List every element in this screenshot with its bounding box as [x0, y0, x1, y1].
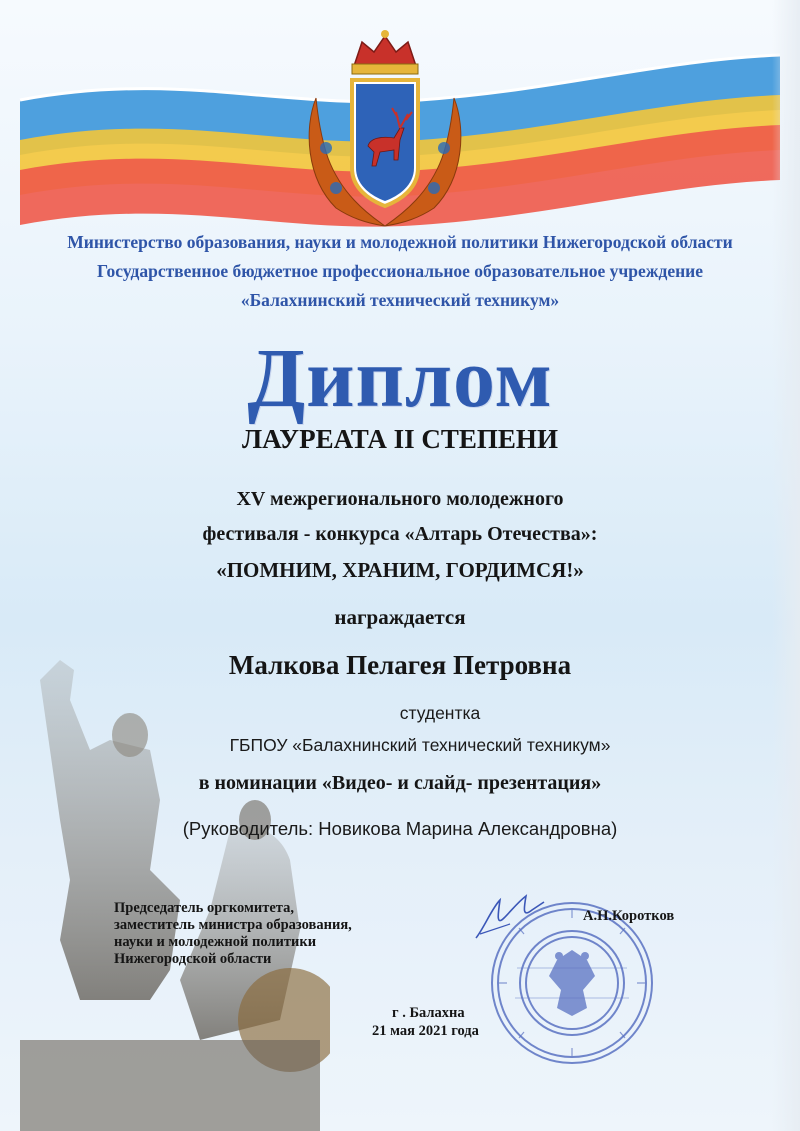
laureate-degree: ЛАУРЕАТА II СТЕПЕНИ: [242, 424, 558, 454]
institution-name-line: «Балахнинский технический техникум»: [240, 290, 560, 310]
nomination: в номинации «Видео- и слайд- презентация»: [198, 772, 602, 794]
institution-type-line: Государственное бюджетное профессиональное образовательное учреждение: [96, 261, 704, 281]
recipient-role: студентка: [399, 703, 481, 723]
event-line-1: XV межрегионального молодежного: [236, 488, 564, 510]
issue-date: 21 мая 2021 года: [372, 1023, 479, 1039]
ministry-line: Министерство образования, науки и молодежной политики Нижегородской области: [67, 232, 733, 252]
diploma-title: Диплом: [247, 332, 553, 425]
signatory-title: [114, 900, 404, 968]
coat-of-arms-icon: [296, 28, 474, 233]
event-line-2: фестиваля - конкурса «Алтарь Отечества»:: [202, 523, 598, 545]
recipient-name: Малкова Пелагея Петровна: [228, 650, 572, 680]
signatory-name: А.Н.Коротков: [583, 908, 675, 924]
page-edge: [772, 0, 800, 1131]
event-slogan: «ПОМНИМ, ХРАНИМ, ГОРДИМСЯ!»: [216, 558, 584, 582]
signatory-title-line: Нижегородской области: [114, 951, 272, 967]
signatory-title-line: Председатель оргкомитета,: [114, 900, 294, 916]
awarded-label: награждается: [334, 605, 466, 629]
supervisor-line: (Руководитель: Новикова Марина Александровна): [182, 818, 618, 839]
signatory-title-line: науки и молодежной политики: [114, 934, 317, 950]
recipient-institution: ГБПОУ «Балахнинский технический техникум»: [229, 735, 611, 755]
place: г . Балахна: [392, 1005, 465, 1021]
signatory-title-line: заместитель министра образования,: [114, 917, 352, 933]
